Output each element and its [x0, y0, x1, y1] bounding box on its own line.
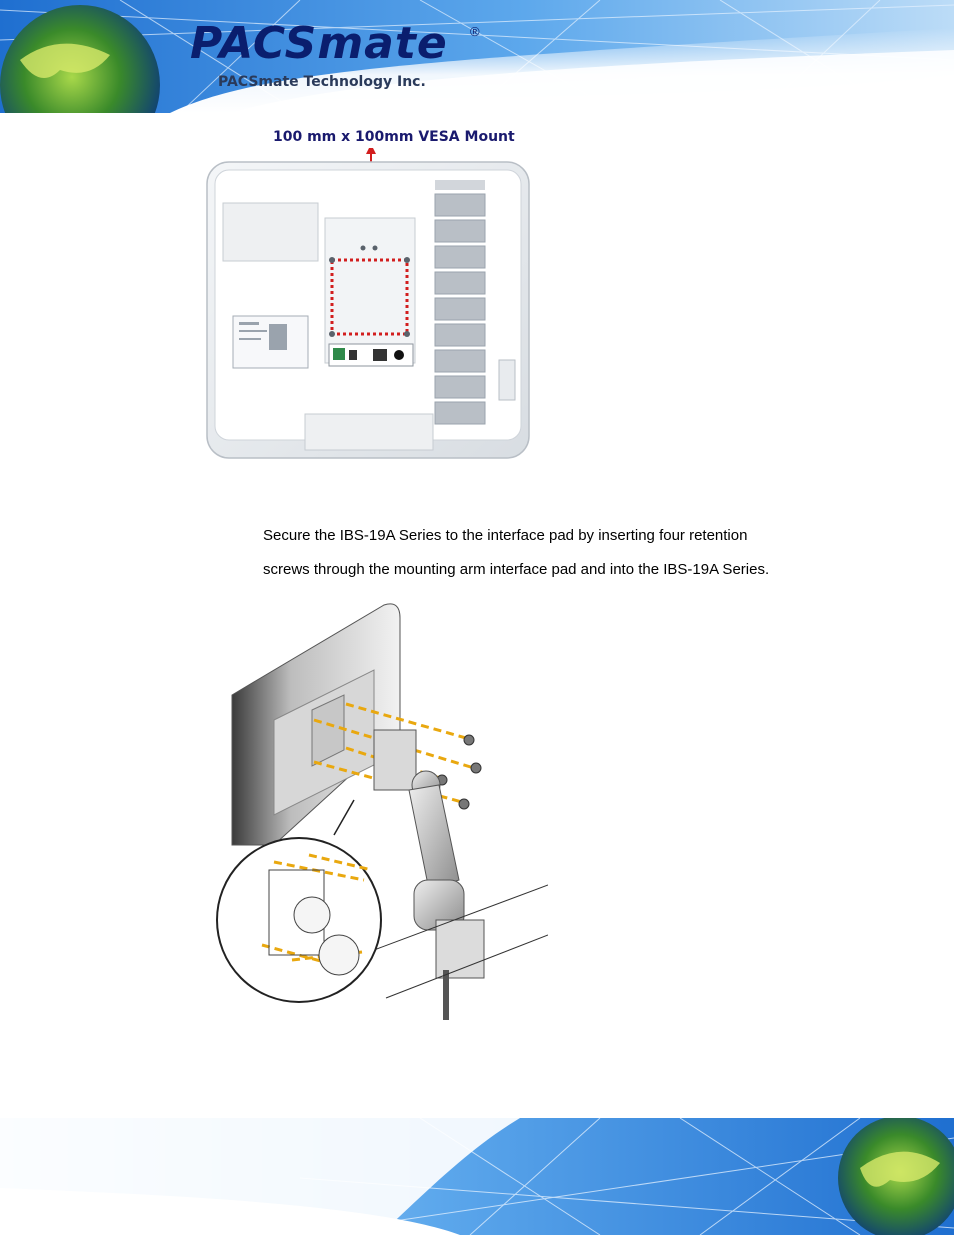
footer-graphic — [0, 1118, 954, 1235]
monitor-rear-figure — [205, 148, 533, 462]
footer-banner — [0, 1118, 954, 1235]
arm-mount-figure — [214, 600, 548, 1025]
header-banner — [0, 0, 954, 113]
vesa-callout-label: 100 mm x 100mm VESA Mount — [273, 129, 515, 145]
company-logo: PACSmate — [190, 18, 448, 69]
registered-mark: ® — [470, 24, 480, 39]
header-graphic — [0, 0, 954, 113]
instruction-line-2: screws through the mounting arm interface pad and into the IBS-19A Series. — [263, 561, 770, 578]
company-name: PACSmate Technology Inc. — [218, 74, 426, 90]
instruction-line-1: Secure the IBS-19A Series to the interface pad by inserting four retention — [263, 527, 748, 544]
